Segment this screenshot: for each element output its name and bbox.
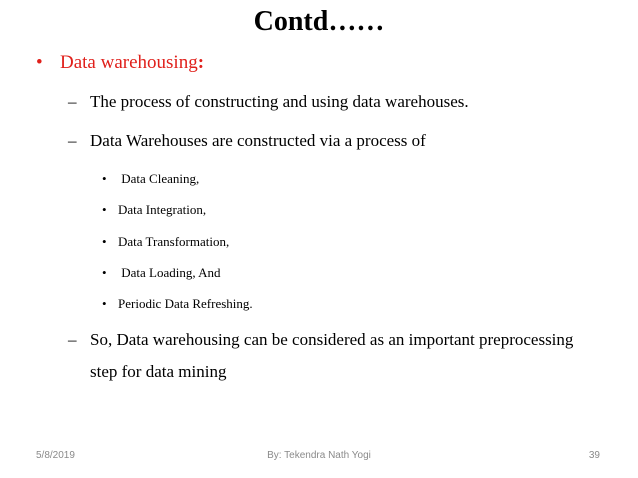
subpoint-text: Periodic Data Refreshing. xyxy=(118,296,253,311)
heading-colon: : xyxy=(197,52,205,73)
footer-author: By: Tekendra Nath Yogi xyxy=(267,450,371,461)
conclusion-item xyxy=(68,328,573,352)
subpoint-item xyxy=(102,233,229,251)
page-number: 39 xyxy=(588,450,600,461)
point-text: The process of constructing and using data warehouses. xyxy=(90,92,469,111)
dash-marker: – xyxy=(68,330,77,349)
conclusion-text-line1: So, Data warehousing can be considered as an important preprocessing xyxy=(90,330,574,349)
subpoint-text: Data Cleaning, xyxy=(118,171,200,186)
heading-bullet-item xyxy=(36,50,204,76)
subpoint-text: Data Loading, And xyxy=(118,265,221,280)
sub-bullet-marker: • xyxy=(102,202,107,217)
dash-marker: – xyxy=(68,92,77,111)
subpoint-item xyxy=(102,295,253,313)
slide-title: Contd…… xyxy=(253,6,385,37)
sub-bullet-marker: • xyxy=(102,171,107,186)
sub-bullet-marker: • xyxy=(102,296,107,311)
subpoint-item xyxy=(102,264,221,282)
point-item xyxy=(68,90,469,114)
subpoint-item xyxy=(102,201,206,219)
bullet-marker: • xyxy=(36,52,43,73)
point-item xyxy=(68,129,426,153)
point-text: Data Warehouses are constructed via a process of xyxy=(90,131,426,150)
footer-date: 5/8/2019 xyxy=(36,450,75,461)
subpoint-text: Data Transformation, xyxy=(118,234,230,249)
subpoint-item xyxy=(102,170,199,188)
subpoint-text: Data Integration, xyxy=(118,202,207,217)
conclusion-text-line2: step for data mining xyxy=(90,362,227,381)
sub-bullet-marker: • xyxy=(102,234,107,249)
dash-marker: – xyxy=(68,131,77,150)
heading-text: Data warehousing xyxy=(60,52,198,73)
sub-bullet-marker: • xyxy=(102,265,107,280)
